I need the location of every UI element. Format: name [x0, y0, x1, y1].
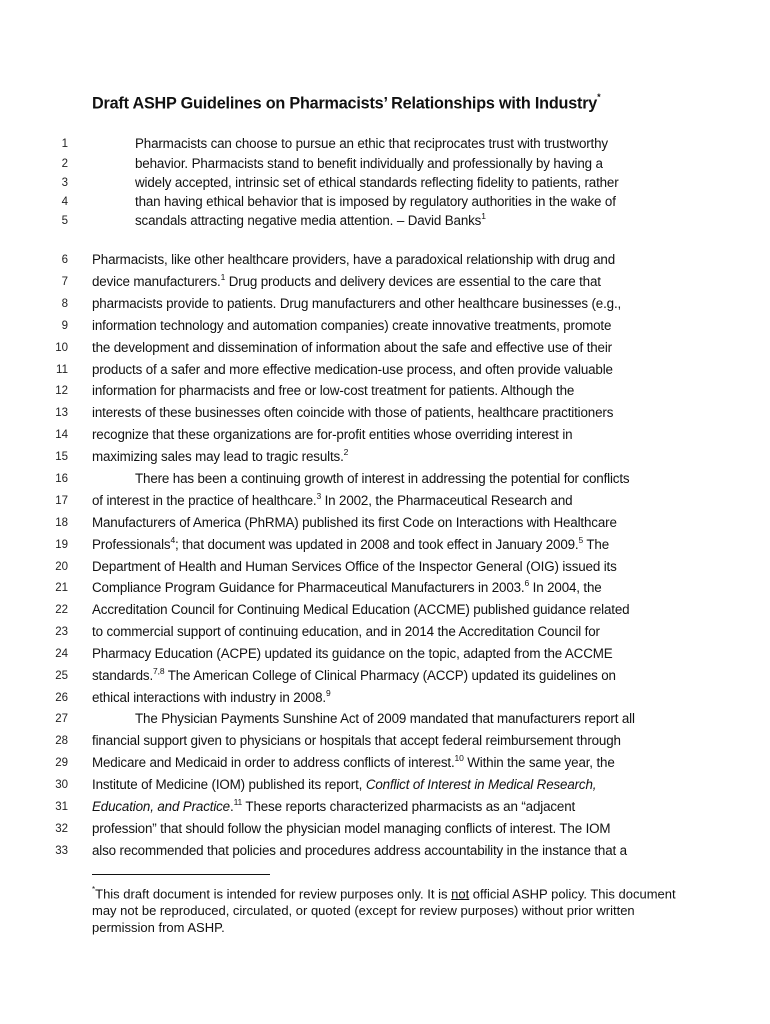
- text-part: Professionals: [92, 537, 171, 552]
- footnote-text-part: This draft document is intended for review purposes only. It is: [95, 886, 452, 902]
- citation-superscript: 1: [481, 210, 486, 221]
- text-part: In 2002, the Pharmaceutical Research and: [321, 493, 573, 508]
- body-text: [92, 491, 572, 511]
- body-text: [92, 775, 596, 795]
- body-text: Accreditation Council for Continuing Medical Education (ACCME) published guidance related: [92, 602, 630, 617]
- body-text: Pharmacy Education (ACPE) updated its guidance on the topic, adapted from the ACCME: [92, 646, 613, 661]
- quote-text: widely accepted, intrinsic set of ethical standards reflecting fidelity to patients, rather: [135, 175, 619, 190]
- citation-superscript: 1: [220, 271, 226, 282]
- text-part: .: [229, 799, 234, 814]
- document-title: [92, 94, 600, 113]
- italic-title-part: Conflict of Interest in Medical Research,: [365, 777, 597, 792]
- body-text: products of a safer and more effective medication-use process, and often provide valuable: [92, 362, 613, 377]
- citation-superscript: 3: [316, 490, 322, 501]
- line-number: 11: [56, 364, 68, 376]
- text-part: Medicare and Medicaid in order to address conflicts of interest.: [92, 755, 455, 770]
- quote-text-part: scandals attracting negative media attention. – David Banks: [135, 213, 482, 228]
- line-number: 5: [61, 215, 68, 227]
- line-number: 30: [55, 779, 68, 791]
- line-number: 28: [55, 735, 68, 747]
- line-number: 12: [55, 385, 68, 397]
- line-number: 20: [55, 561, 68, 573]
- footnote: [92, 882, 682, 936]
- footnote-underlined-word: not: [451, 886, 470, 902]
- text-part: device manufacturers.: [92, 274, 221, 289]
- italic-title-part: Education, and Practice: [92, 799, 230, 814]
- body-text: There has been a continuing growth of interest in addressing the potential for conflicts: [135, 471, 630, 486]
- line-number: 10: [55, 342, 68, 354]
- line-number: 1: [61, 138, 68, 150]
- text-part: These reports characterized pharmacists as an “adjacent: [242, 799, 576, 814]
- quote-text: [135, 211, 486, 231]
- citation-superscript: 10: [454, 752, 464, 763]
- quote-text: behavior. Pharmacists stand to benefit individually and professionally by having a: [135, 156, 603, 171]
- document-title-text: Draft ASHP Guidelines on Pharmacists’ Relationships with Industry: [92, 94, 598, 113]
- body-text: [92, 447, 348, 467]
- line-number: 9: [61, 320, 68, 332]
- body-text: the development and dissemination of information about the safe and effective use of their: [92, 340, 612, 355]
- text-part: ethical interactions with industry in 2008.: [92, 690, 326, 705]
- line-number: 17: [55, 495, 68, 507]
- citation-superscript: 7,8: [153, 665, 165, 676]
- body-text: interests of these businesses often coincide with those of patients, healthcare practitioners: [92, 405, 614, 420]
- body-text: [92, 753, 615, 773]
- body-text: Department of Health and Human Services Office of the Inspector General (OIG) issued its: [92, 559, 617, 574]
- body-text: Pharmacists, like other healthcare providers, have a paradoxical relationship with drug and: [92, 252, 616, 267]
- line-number: 27: [55, 713, 68, 725]
- line-number: 18: [55, 517, 68, 529]
- line-number: 29: [55, 757, 68, 769]
- line-number: 19: [55, 539, 68, 551]
- line-number: 3: [61, 177, 68, 189]
- citation-superscript: 11: [233, 796, 243, 807]
- line-number: 25: [55, 670, 68, 682]
- body-text: [92, 272, 601, 292]
- footnote-divider: [92, 874, 270, 875]
- citation-superscript: 9: [325, 687, 331, 698]
- text-part: Compliance Program Guidance for Pharmaceutical Manufacturers in 2003.: [92, 580, 525, 595]
- line-number: 24: [55, 648, 68, 660]
- body-text: [92, 688, 331, 708]
- quote-text: Pharmacists can choose to pursue an ethic that reciprocates trust with trustworthy: [135, 136, 608, 151]
- line-number: 31: [55, 801, 68, 813]
- line-number: 16: [55, 473, 68, 485]
- line-number: 13: [55, 407, 68, 419]
- line-number: 14: [55, 429, 68, 441]
- text-part: ; that document was updated in 2008 and took effect in January 2009.: [175, 537, 579, 552]
- body-text: [92, 578, 602, 598]
- text-part: The American College of Clinical Pharmacy (ACCP) updated its guidelines on: [164, 668, 616, 683]
- text-part: The: [583, 537, 610, 552]
- line-number: 23: [55, 626, 68, 638]
- footnote-marker: *: [92, 885, 96, 894]
- line-number: 7: [61, 276, 68, 288]
- body-text: [92, 535, 609, 555]
- line-number: 8: [61, 298, 68, 310]
- body-text: The Physician Payments Sunshine Act of 2009 mandated that manufacturers report all: [135, 711, 635, 726]
- text-part: of interest in the practice of healthcare.: [92, 493, 317, 508]
- title-footnote-marker: *: [597, 92, 601, 102]
- line-number: 33: [55, 845, 68, 857]
- text-part: Within the same year, the: [463, 755, 615, 770]
- body-text: profession” that should follow the physician model managing conflicts of interest. The IOM: [92, 821, 611, 836]
- quote-text: than having ethical behavior that is imposed by regulatory authorities in the wake of: [135, 194, 616, 209]
- text-part: Drug products and delivery devices are essential to the care that: [225, 274, 601, 289]
- text-part: standards.: [92, 668, 154, 683]
- body-text: pharmacists provide to patients. Drug manufacturers and other healthcare businesses (e.g.,: [92, 296, 622, 311]
- line-number: 26: [55, 692, 68, 704]
- line-number: 32: [55, 823, 68, 835]
- body-text: Manufacturers of America (PhRMA) published its first Code on Interactions with Healthcare: [92, 515, 617, 530]
- text-part: maximizing sales may lead to tragic results.: [92, 449, 344, 464]
- line-number: 4: [61, 196, 68, 208]
- body-text: [92, 797, 575, 817]
- line-number: 2: [61, 158, 68, 170]
- text-part: Institute of Medicine (IOM) published its report,: [92, 777, 366, 792]
- citation-superscript: 2: [343, 446, 349, 457]
- citation-superscript: 5: [578, 534, 584, 545]
- footnote-text-part: official ASHP policy. This document may not be reproduced, circulated, or quoted (except for review purposes) without prior written permission from ASHP.: [92, 886, 676, 936]
- body-text: financial support given to physicians or hospitals that accept federal reimbursement through: [92, 733, 621, 748]
- text-part: In 2004, the: [529, 580, 602, 595]
- citation-superscript: 6: [524, 577, 530, 588]
- body-text: information technology and automation companies) create innovative treatments, promote: [92, 318, 612, 333]
- line-number: 6: [61, 254, 68, 266]
- body-text: [92, 666, 616, 686]
- body-text: recognize that these organizations are for-profit entities whose overriding interest in: [92, 427, 573, 442]
- body-text: also recommended that policies and procedures address accountability in the instance that a: [92, 843, 627, 858]
- citation-superscript: 4: [170, 534, 176, 545]
- body-text: information for pharmacists and free or low-cost treatment for patients. Although the: [92, 383, 575, 398]
- body-text: to commercial support of continuing education, and in 2014 the Accreditation Council for: [92, 624, 600, 639]
- line-number: 21: [55, 582, 68, 594]
- line-number: 15: [55, 451, 68, 463]
- line-number: 22: [55, 604, 68, 616]
